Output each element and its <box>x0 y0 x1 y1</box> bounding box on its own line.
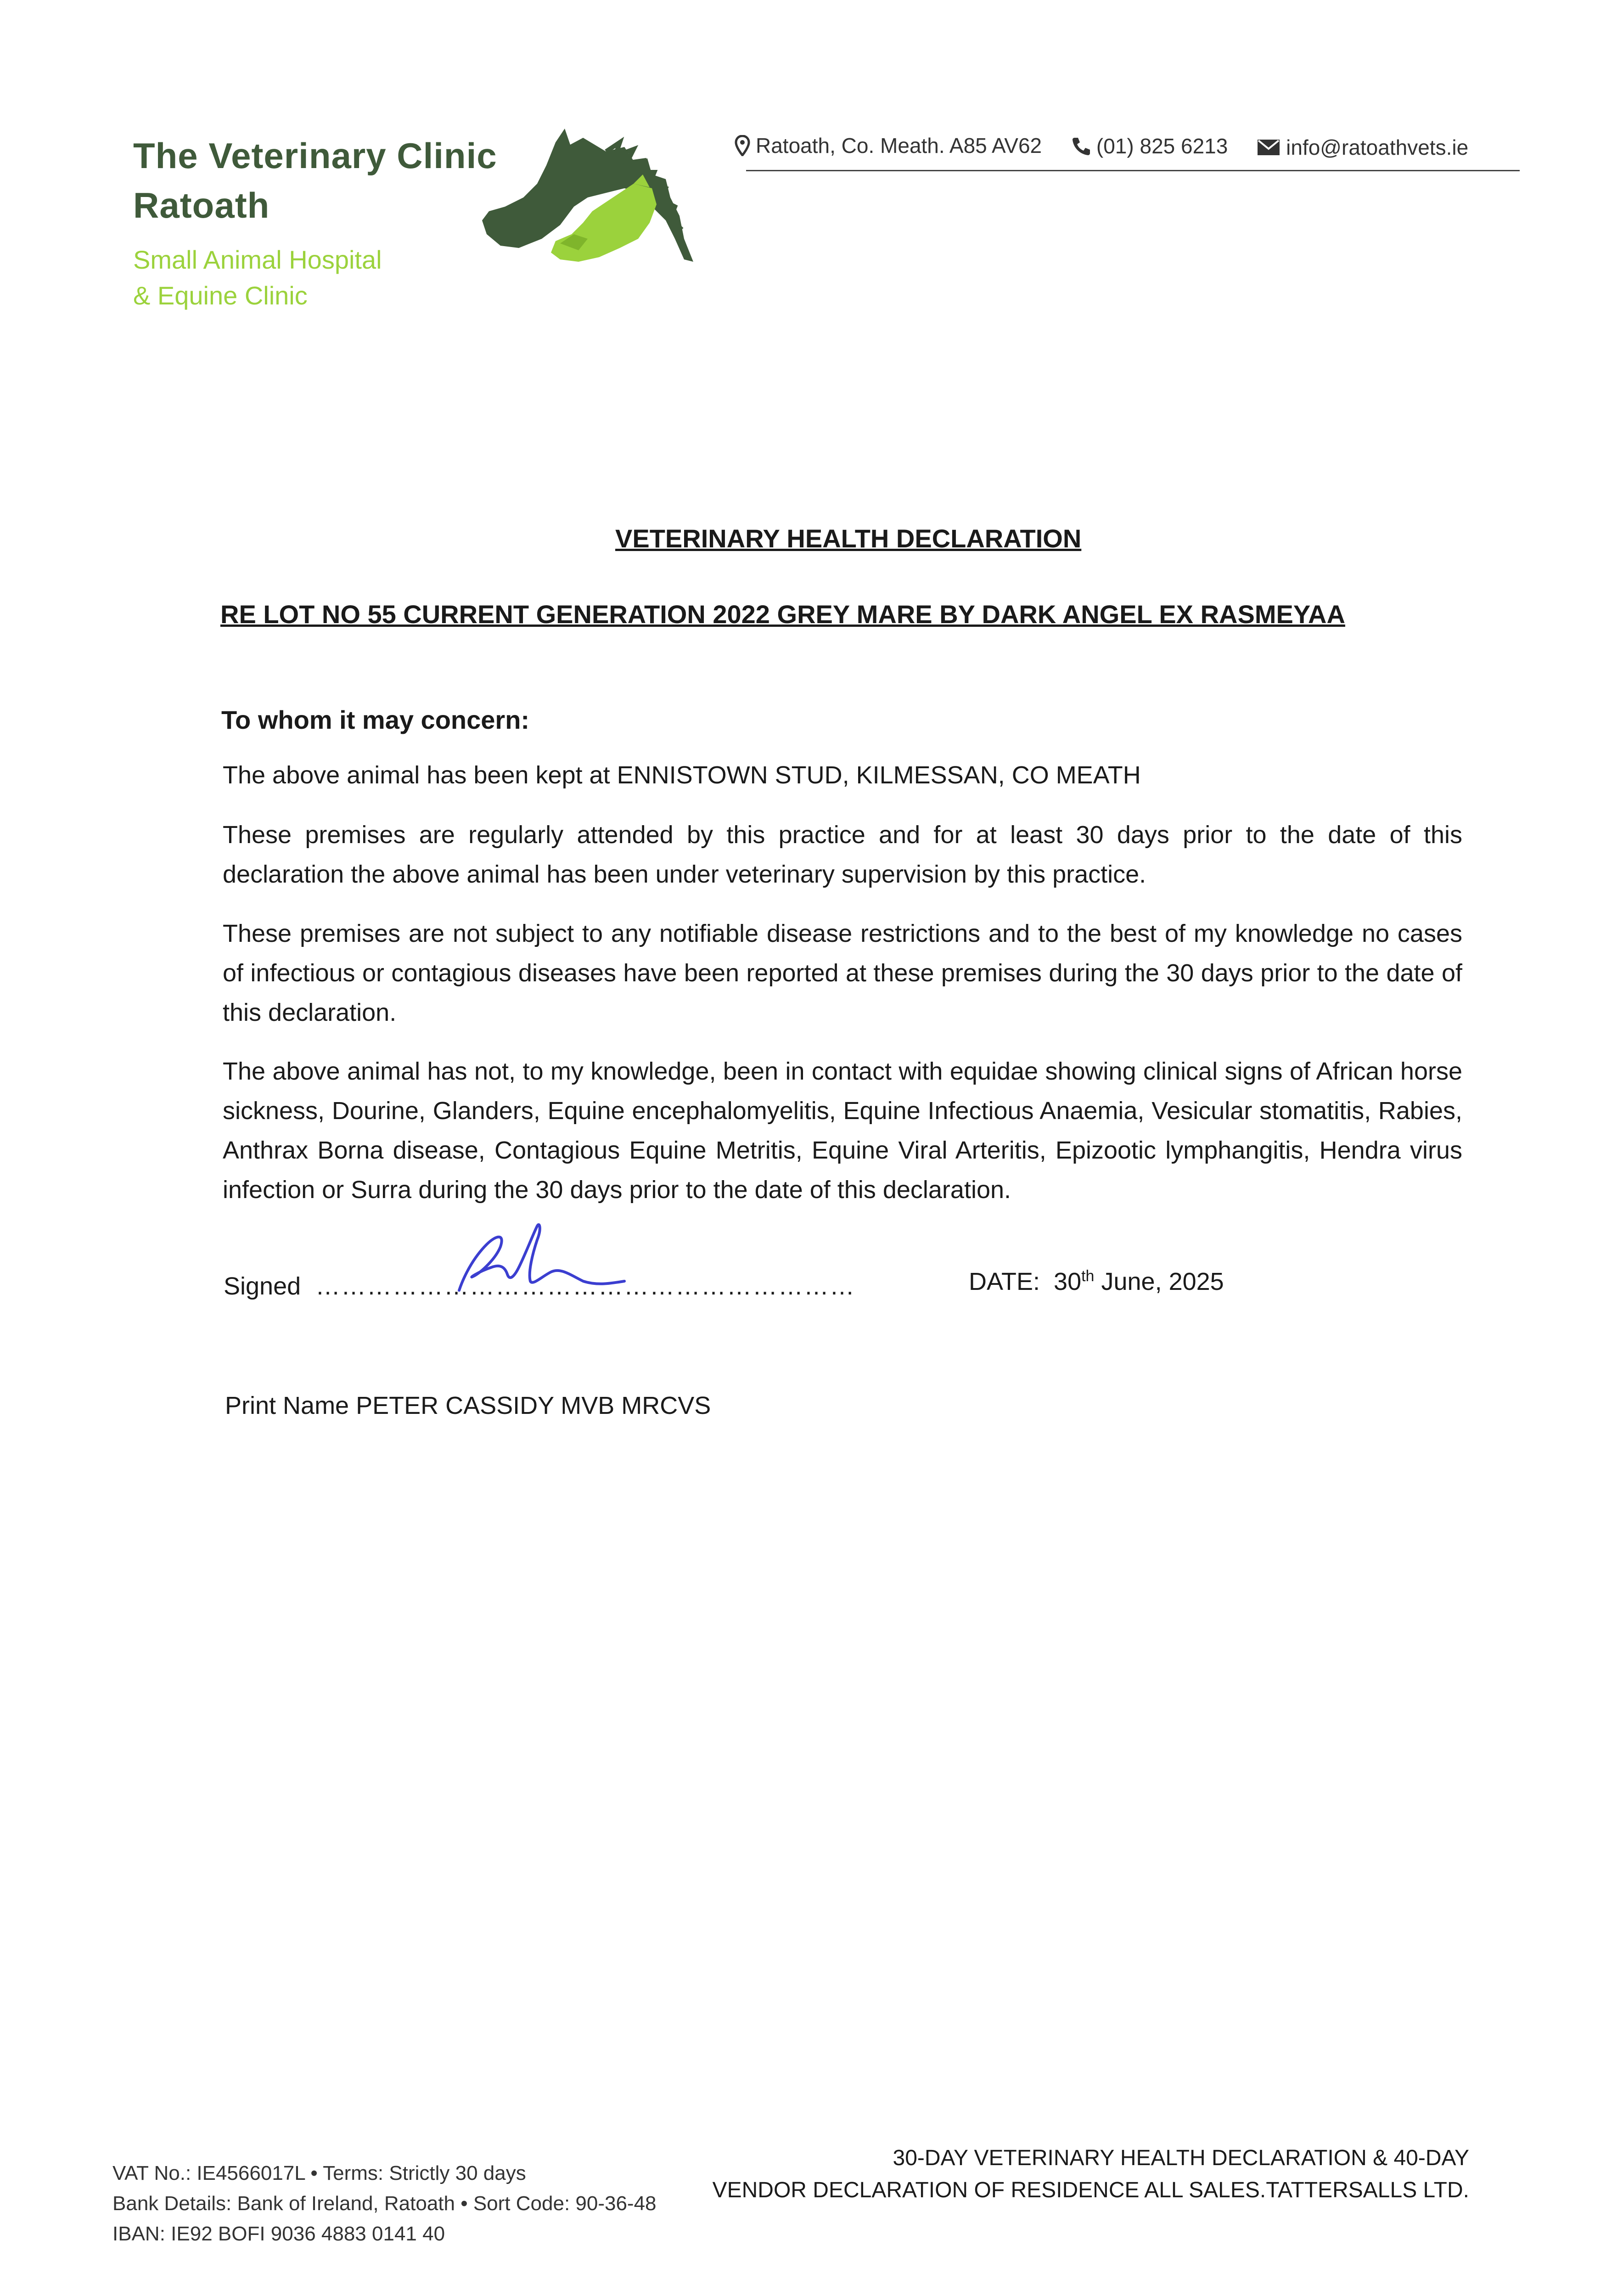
address-item <box>735 133 1042 158</box>
phone-item <box>1071 134 1228 158</box>
document-title: VETERINARY HEALTH DECLARATION <box>615 524 1082 553</box>
clinic-subtitle-line1: Small Animal Hospital <box>133 245 382 274</box>
signature-row <box>224 1267 1463 1313</box>
date-day: 30 <box>1054 1268 1082 1295</box>
paragraph-supervision: These premises are regularly attended by this practice and for at least 30 days prior to the date of this declaration the above animal has been under veterinary supervision by this practice. <box>223 821 1462 888</box>
contact-bar <box>735 133 1524 174</box>
handwritten-signature <box>450 1208 634 1300</box>
paragraph-contact-diseases: The above animal has not, to my knowledge, been in contact with equidae showing clinical signs of African horse sickness, Dourine, Glanders, Equine encephalomyelitis, Equine Infectious Anaemia, Vesicular stomatitis, Rabies, Anthrax Borna disease, Contagious Equine Metritis, Equine Viral Arteritis, Epizootic lymphangitis, Hendra virus infection or Surra during the 30 days prior to the date of this declaration. <box>223 1058 1462 1204</box>
envelope-icon <box>1257 139 1280 156</box>
email-item <box>1257 135 1468 160</box>
footer-bank: Bank Details: Bank of Ireland, Ratoath • Sort Code: 90-36-48 <box>112 2192 657 2215</box>
date-suffix: th <box>1081 1267 1095 1285</box>
address-text: Ratoath, Co. Meath. A85 AV62 <box>756 134 1042 158</box>
lot-reference: RE LOT NO 55 CURRENT GENERATION 2022 GREY MARE BY DARK ANGEL EX RASMEYAA <box>220 600 1345 629</box>
paragraph-premises: The above animal has been kept at ENNISTOWN STUD, KILMESSAN, CO MEATH <box>223 761 1141 789</box>
footer-declaration-note <box>698 2142 1469 2206</box>
location-pin-icon <box>735 135 750 156</box>
phone-link[interactable]: (01) 825 6213 <box>1096 134 1228 158</box>
clinic-logo-text <box>133 131 510 314</box>
footer-clinic-details <box>112 2158 657 2249</box>
clinic-name-line1: The Veterinary Clinic <box>133 135 497 176</box>
date-label: DATE: <box>969 1268 1040 1295</box>
signature-line: ……………………………………………………… <box>315 1272 855 1300</box>
horse-dog-cat-logo-icon <box>468 124 698 298</box>
salutation: To whom it may concern: <box>221 705 530 734</box>
date-month-year: June, 2025 <box>1101 1268 1224 1295</box>
header-divider <box>746 170 1520 171</box>
email-link[interactable]: info@ratoathvets.ie <box>1286 135 1469 159</box>
clinic-name-line2: Ratoath <box>133 185 270 225</box>
signed-label: Signed <box>224 1272 301 1300</box>
footer-vat: VAT No.: IE4566017L • Terms: Strictly 30 days <box>112 2162 526 2184</box>
phone-icon <box>1071 136 1091 156</box>
footer-note-line1: 30-DAY VETERINARY HEALTH DECLARATION & 40-DAY <box>893 2146 1469 2170</box>
declaration-date <box>969 1267 1224 1296</box>
print-name: Print Name PETER CASSIDY MVB MRCVS <box>225 1392 711 1419</box>
clinic-subtitle-line2: & Equine Clinic <box>133 281 308 310</box>
paragraph-restrictions: These premises are not subject to any notifiable disease restrictions and to the best of my knowledge no cases of infectious or contagious diseases have been reported at these premises during the 30 days prior to the date of this declaration. <box>223 920 1462 1026</box>
footer-iban: IBAN: IE92 BOFI 9036 4883 0141 40 <box>112 2223 445 2245</box>
footer-note-line2: VENDOR DECLARATION OF RESIDENCE ALL SALES.TATTERSALLS LTD. <box>712 2178 1469 2202</box>
